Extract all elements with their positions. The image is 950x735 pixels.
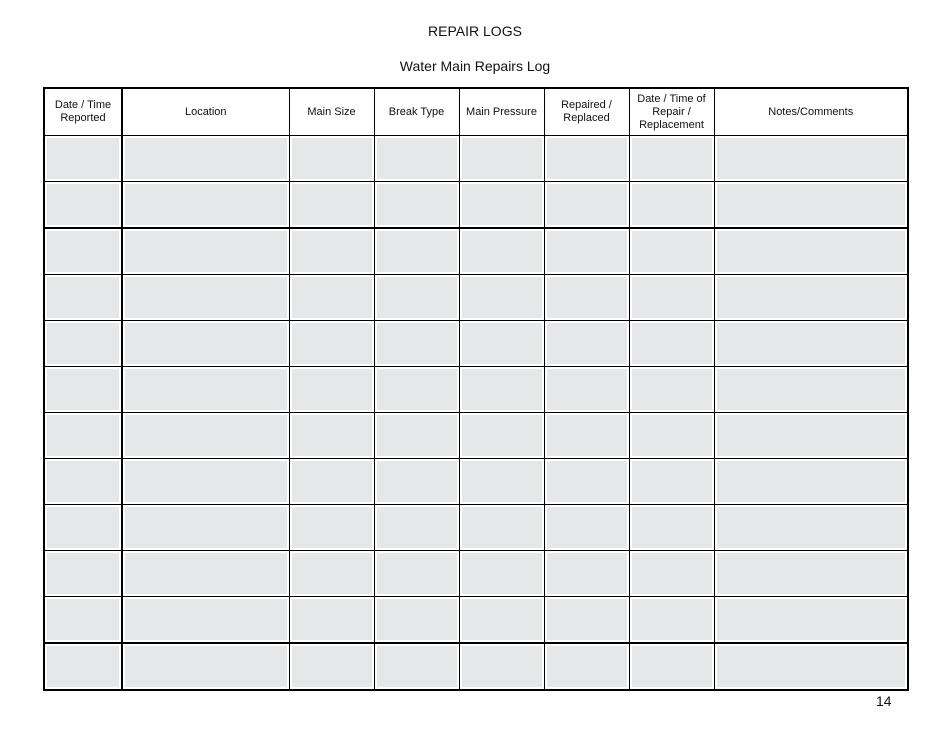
entry-cell[interactable] <box>374 597 459 644</box>
entry-cell[interactable] <box>122 597 289 644</box>
entry-cell[interactable] <box>289 275 374 321</box>
entry-cell[interactable] <box>459 505 544 551</box>
entry-cell[interactable] <box>629 321 714 367</box>
column-header <box>44 88 122 136</box>
table-row <box>44 228 908 275</box>
entry-cell[interactable] <box>289 182 374 229</box>
entry-cell[interactable] <box>122 643 289 690</box>
entry-cell[interactable] <box>374 505 459 551</box>
entry-cell[interactable] <box>629 182 714 229</box>
entry-cell[interactable] <box>44 136 122 182</box>
entry-cell[interactable] <box>374 321 459 367</box>
column-header <box>122 88 289 136</box>
entry-cell[interactable] <box>459 413 544 459</box>
entry-cell[interactable] <box>289 367 374 413</box>
table-row <box>44 321 908 367</box>
repairs-log-table <box>43 87 909 691</box>
entry-cell[interactable] <box>374 643 459 690</box>
entry-cell[interactable] <box>122 182 289 229</box>
entry-cell[interactable] <box>714 228 908 275</box>
column-header-text: Notes/Comments <box>768 105 854 118</box>
entry-cell[interactable] <box>544 551 629 597</box>
entry-cell[interactable] <box>459 459 544 505</box>
table-row <box>44 597 908 644</box>
entry-cell[interactable] <box>374 228 459 275</box>
entry-cell[interactable] <box>374 136 459 182</box>
column-header-text: Replacement <box>639 118 704 131</box>
column-header-text: Date / Time <box>54 99 112 111</box>
column-header <box>629 88 714 136</box>
column-header-text: Main Size <box>307 105 356 118</box>
entry-cell[interactable] <box>122 321 289 367</box>
column-header-text: Location <box>184 105 227 118</box>
table-row <box>44 136 908 182</box>
column-header-text: Break Type <box>388 105 445 118</box>
entry-cell[interactable] <box>122 136 289 182</box>
entry-cell[interactable] <box>122 228 289 275</box>
entry-cell[interactable] <box>544 228 629 275</box>
table-row <box>44 413 908 459</box>
entry-cell[interactable] <box>544 136 629 182</box>
entry-cell[interactable] <box>374 551 459 597</box>
entry-cell[interactable] <box>459 136 544 182</box>
page-number: 14 <box>876 693 892 709</box>
entry-cell[interactable] <box>44 459 122 505</box>
column-header <box>374 88 459 136</box>
column-header <box>459 88 544 136</box>
column-header <box>714 88 908 136</box>
entry-cell[interactable] <box>374 367 459 413</box>
column-header-text: Date / Time of <box>637 92 706 105</box>
table-row <box>44 643 908 690</box>
entry-cell[interactable] <box>289 643 374 690</box>
entry-cell[interactable] <box>122 413 289 459</box>
entry-cell[interactable] <box>44 597 122 644</box>
entry-cell[interactable] <box>714 136 908 182</box>
table-row <box>44 459 908 505</box>
entry-cell[interactable] <box>289 459 374 505</box>
entry-cell[interactable] <box>629 228 714 275</box>
entry-cell[interactable] <box>289 597 374 644</box>
entry-cell[interactable] <box>122 551 289 597</box>
entry-cell[interactable] <box>714 459 908 505</box>
entry-cell[interactable] <box>629 275 714 321</box>
entry-cell[interactable] <box>122 275 289 321</box>
table-row <box>44 505 908 551</box>
entry-cell[interactable] <box>629 597 714 644</box>
entry-cell[interactable] <box>459 228 544 275</box>
entry-cell[interactable] <box>714 367 908 413</box>
entry-cell[interactable] <box>714 551 908 597</box>
entry-cell[interactable] <box>544 459 629 505</box>
column-header-text: Replaced <box>563 112 610 124</box>
entry-cell[interactable] <box>629 505 714 551</box>
entry-cell[interactable] <box>459 321 544 367</box>
entry-cell[interactable] <box>44 413 122 459</box>
entry-cell[interactable] <box>122 505 289 551</box>
entry-cell[interactable] <box>44 275 122 321</box>
entry-cell[interactable] <box>629 643 714 690</box>
entry-cell[interactable] <box>714 597 908 644</box>
entry-cell[interactable] <box>44 367 122 413</box>
entry-cell[interactable] <box>459 275 544 321</box>
entry-cell[interactable] <box>544 643 629 690</box>
entry-cell[interactable] <box>714 505 908 551</box>
entry-cell[interactable] <box>714 643 908 690</box>
entry-cell[interactable] <box>544 321 629 367</box>
entry-cell[interactable] <box>714 413 908 459</box>
column-header-text: Repaired / <box>561 99 612 111</box>
entry-cell[interactable] <box>459 182 544 229</box>
entry-cell[interactable] <box>289 551 374 597</box>
column-header-text: Repair / <box>652 105 691 118</box>
table-row <box>44 367 908 413</box>
table-row <box>44 182 908 229</box>
entry-cell[interactable] <box>544 367 629 413</box>
column-header-text: Reported <box>60 112 106 124</box>
column-header <box>544 88 629 136</box>
entry-cell[interactable] <box>289 505 374 551</box>
entry-cell[interactable] <box>544 505 629 551</box>
entry-cell[interactable] <box>629 413 714 459</box>
entry-cell[interactable] <box>374 413 459 459</box>
entry-cell[interactable] <box>289 136 374 182</box>
entry-cell[interactable] <box>544 275 629 321</box>
entry-cell[interactable] <box>544 597 629 644</box>
entry-cell[interactable] <box>44 505 122 551</box>
entry-cell[interactable] <box>374 459 459 505</box>
entry-cell[interactable] <box>544 182 629 229</box>
entry-cell[interactable] <box>459 597 544 644</box>
column-header-text: Main Pressure <box>466 105 537 118</box>
entry-cell[interactable] <box>714 182 908 229</box>
entry-cell[interactable] <box>289 413 374 459</box>
entry-cell[interactable] <box>629 367 714 413</box>
entry-cell[interactable] <box>629 136 714 182</box>
entry-cell[interactable] <box>289 321 374 367</box>
entry-cell[interactable] <box>44 321 122 367</box>
entry-cell[interactable] <box>459 551 544 597</box>
page-title: REPAIR LOGS <box>428 23 522 39</box>
entry-cell[interactable] <box>44 228 122 275</box>
entry-cell[interactable] <box>44 643 122 690</box>
entry-cell[interactable] <box>374 275 459 321</box>
table-row <box>44 275 908 321</box>
entry-cell[interactable] <box>629 459 714 505</box>
entry-cell[interactable] <box>374 182 459 229</box>
entry-cell[interactable] <box>459 367 544 413</box>
header-row <box>44 88 908 136</box>
entry-cell[interactable] <box>544 413 629 459</box>
entry-cell[interactable] <box>122 367 289 413</box>
entry-cell[interactable] <box>629 551 714 597</box>
entry-cell[interactable] <box>44 551 122 597</box>
entry-cell[interactable] <box>44 182 122 229</box>
entry-cell[interactable] <box>289 228 374 275</box>
column-header <box>289 88 374 136</box>
table-row <box>44 551 908 597</box>
entry-cell[interactable] <box>459 643 544 690</box>
log-title: Water Main Repairs Log <box>399 58 551 74</box>
entry-cell[interactable] <box>714 275 908 321</box>
entry-cell[interactable] <box>122 459 289 505</box>
entry-cell[interactable] <box>714 321 908 367</box>
